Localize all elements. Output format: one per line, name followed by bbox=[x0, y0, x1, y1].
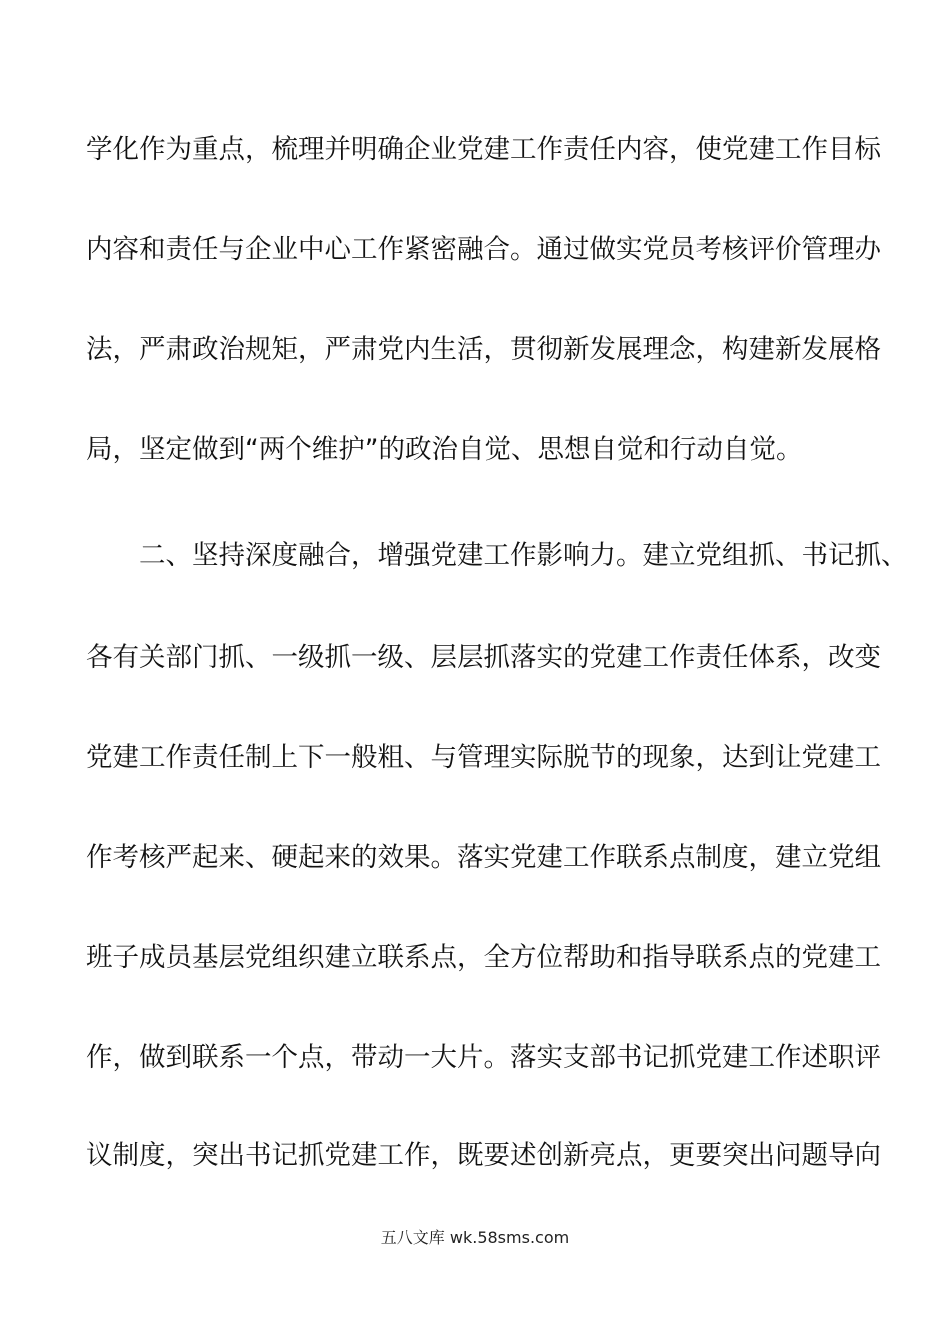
body-text-line: 局，坚定做到“两个维护”的政治自觉、思想自觉和行动自觉。 bbox=[86, 434, 803, 465]
body-text-line: 作考核严起来、硬起来的效果。落实党建工作联系点制度，建立党组 bbox=[86, 842, 881, 873]
body-text-line: 班子成员基层党组织建立联系点，全方位帮助和指导联系点的党建工 bbox=[86, 942, 881, 973]
section-heading-line: 二、坚持深度融合，增强党建工作影响力。建立党组抓、书记抓、 bbox=[86, 540, 908, 571]
body-text-line: 内容和责任与企业中心工作紧密融合。通过做实党员考核评价管理办 bbox=[86, 234, 881, 265]
body-text-line: 议制度，突出书记抓党建工作，既要述创新亮点，更要突出问题导向 bbox=[86, 1140, 881, 1171]
body-text-line: 学化作为重点，梳理并明确企业党建工作责任内容，使党建工作目标 bbox=[86, 134, 881, 165]
body-text-line: 法，严肃政治规矩，严肃党内生活，贯彻新发展理念，构建新发展格 bbox=[86, 334, 881, 365]
body-text-line: 各有关部门抓、一级抓一级、层层抓落实的党建工作责任体系，改变 bbox=[86, 642, 881, 673]
body-text-line: 作，做到联系一个点，带动一大片。落实支部书记抓党建工作述职评 bbox=[86, 1042, 881, 1073]
body-text-line: 党建工作责任制上下一般粗、与管理实际脱节的现象，达到让党建工 bbox=[86, 742, 881, 773]
page-footer: 五八文库 wk.58sms.com bbox=[380, 1228, 570, 1247]
